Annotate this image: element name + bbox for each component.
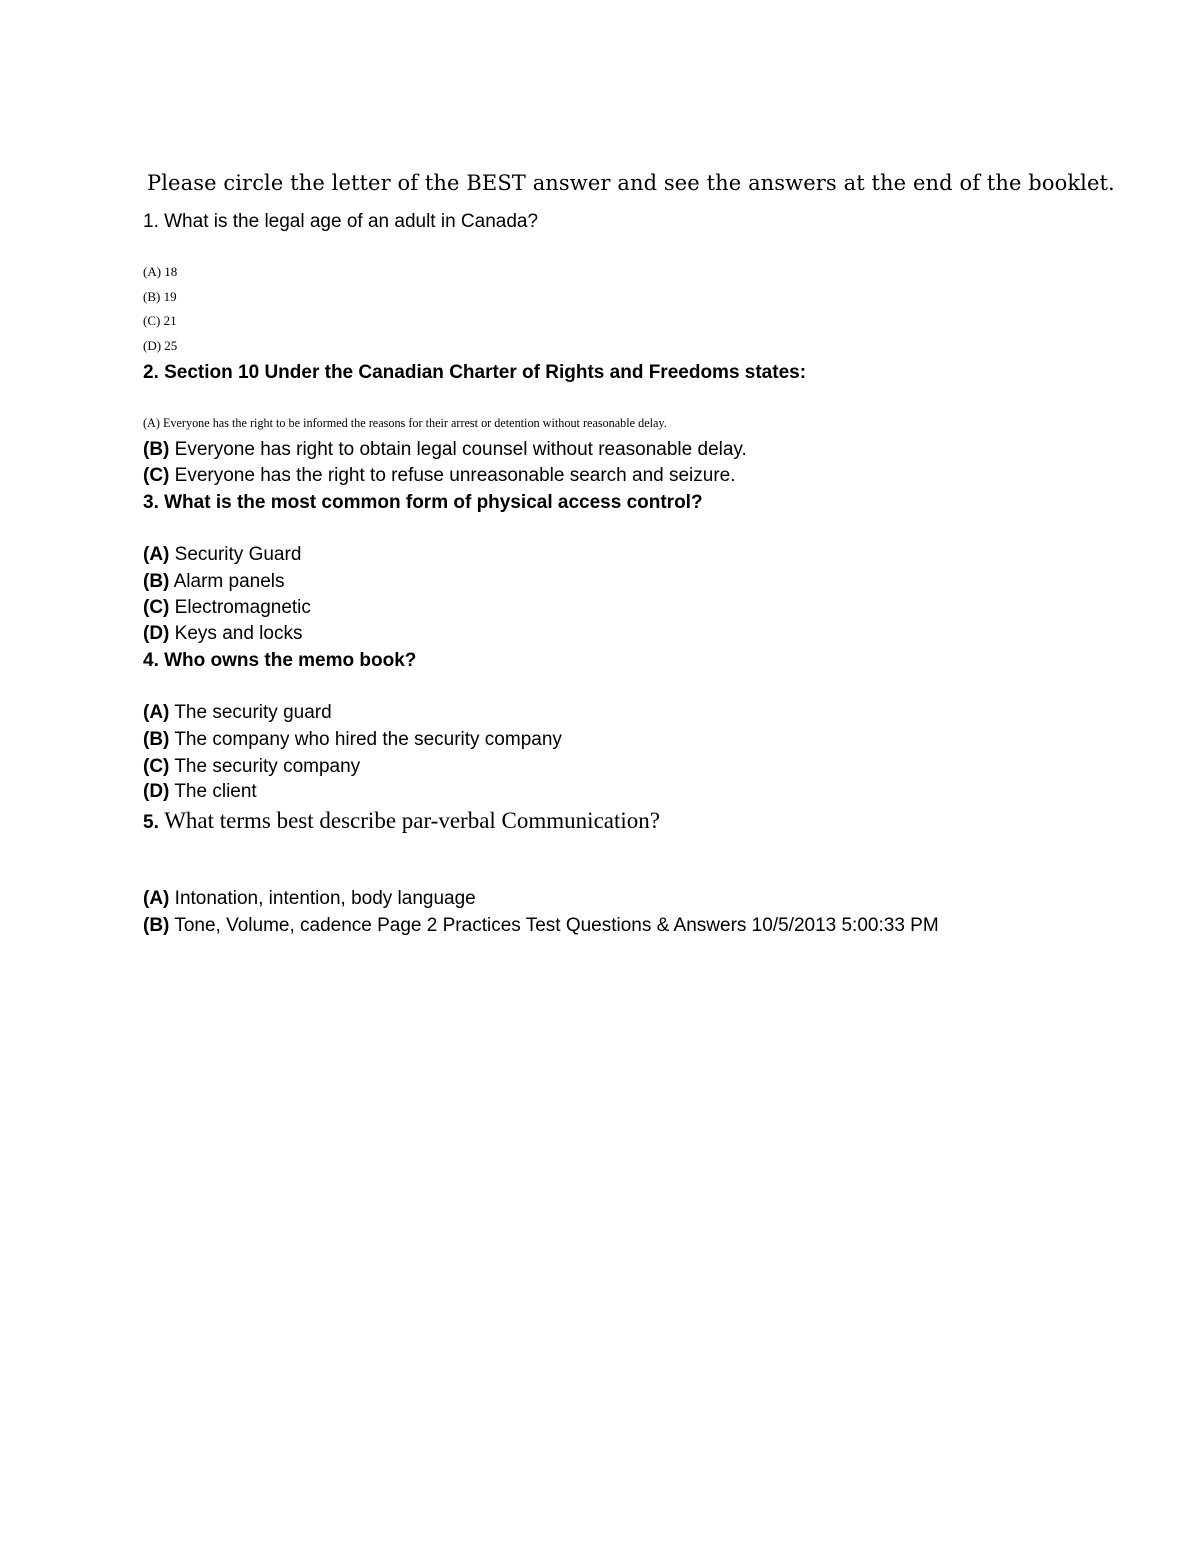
- option-label: (A): [143, 888, 170, 909]
- option-label: (B): [143, 729, 170, 750]
- question-5-text: [143, 808, 660, 834]
- question-4-text: 4. Who owns the memo book?: [143, 650, 417, 671]
- question-4-option-a: [143, 702, 332, 724]
- question-4-option-c: [143, 756, 360, 778]
- question-1-option-c: (C) 21: [143, 313, 177, 328]
- option-label: (A): [143, 702, 170, 723]
- option-label: (D): [143, 781, 170, 802]
- option-text: Electromagnetic: [169, 597, 311, 618]
- question-text: What terms best describe par-verbal Communication?: [158, 808, 660, 833]
- question-3-option-d: [143, 623, 302, 645]
- question-2-option-c: [143, 465, 736, 487]
- instructions-text: Please circle the letter of the BEST answer and see the answers at the end of the booklet.: [147, 171, 1115, 195]
- option-label: (D): [143, 623, 170, 644]
- question-4-option-d: [143, 781, 257, 803]
- option-label: (C): [143, 465, 170, 486]
- question-2-option-b: [143, 439, 747, 461]
- question-3-option-c: [143, 597, 311, 619]
- option-text: The security guard: [169, 702, 332, 723]
- question-1-text: 1. What is the legal age of an adult in Canada?: [143, 211, 539, 232]
- option-text: Keys and locks: [169, 623, 303, 644]
- option-text: Everyone has right to obtain legal counsel without reasonable delay.: [169, 439, 747, 460]
- option-text: The security company: [169, 756, 361, 777]
- question-2-option-a: (A) Everyone has the right to be informed the reasons for their arrest or detention without reasonable delay.: [143, 416, 667, 430]
- question-3-option-b: [143, 571, 285, 593]
- option-text: Security Guard: [169, 544, 302, 565]
- question-2-text: 2. Section 10 Under the Canadian Charter of Rights and Freedoms states:: [143, 362, 807, 383]
- option-label: (A): [143, 544, 170, 565]
- option-label: (B): [143, 439, 170, 460]
- option-text: Tone, Volume, cadence Page 2 Practices Test Questions & Answers 10/5/2013 5:00:33 PM: [169, 915, 939, 936]
- question-1-option-d: (D) 25: [143, 338, 178, 353]
- question-1-option-a: (A) 18: [143, 264, 178, 279]
- option-text: The client: [169, 781, 257, 802]
- question-5-option-b: [143, 915, 939, 937]
- question-3-text: 3. What is the most common form of physical access control?: [143, 492, 703, 513]
- question-number: 5.: [143, 812, 159, 833]
- question-1-option-b: (B) 19: [143, 289, 177, 304]
- question-4-option-b: [143, 729, 562, 751]
- question-5-option-a: [143, 888, 476, 910]
- option-label: (C): [143, 756, 170, 777]
- option-label: (C): [143, 597, 170, 618]
- option-label: (B): [143, 571, 170, 592]
- question-3-option-a: [143, 544, 301, 566]
- option-label: (B): [143, 915, 170, 936]
- option-text: Alarm panels: [169, 571, 285, 592]
- option-text: The company who hired the security company: [169, 729, 562, 750]
- option-text: Everyone has the right to refuse unreasonable search and seizure.: [169, 465, 736, 486]
- option-text: Intonation, intention, body language: [169, 888, 476, 909]
